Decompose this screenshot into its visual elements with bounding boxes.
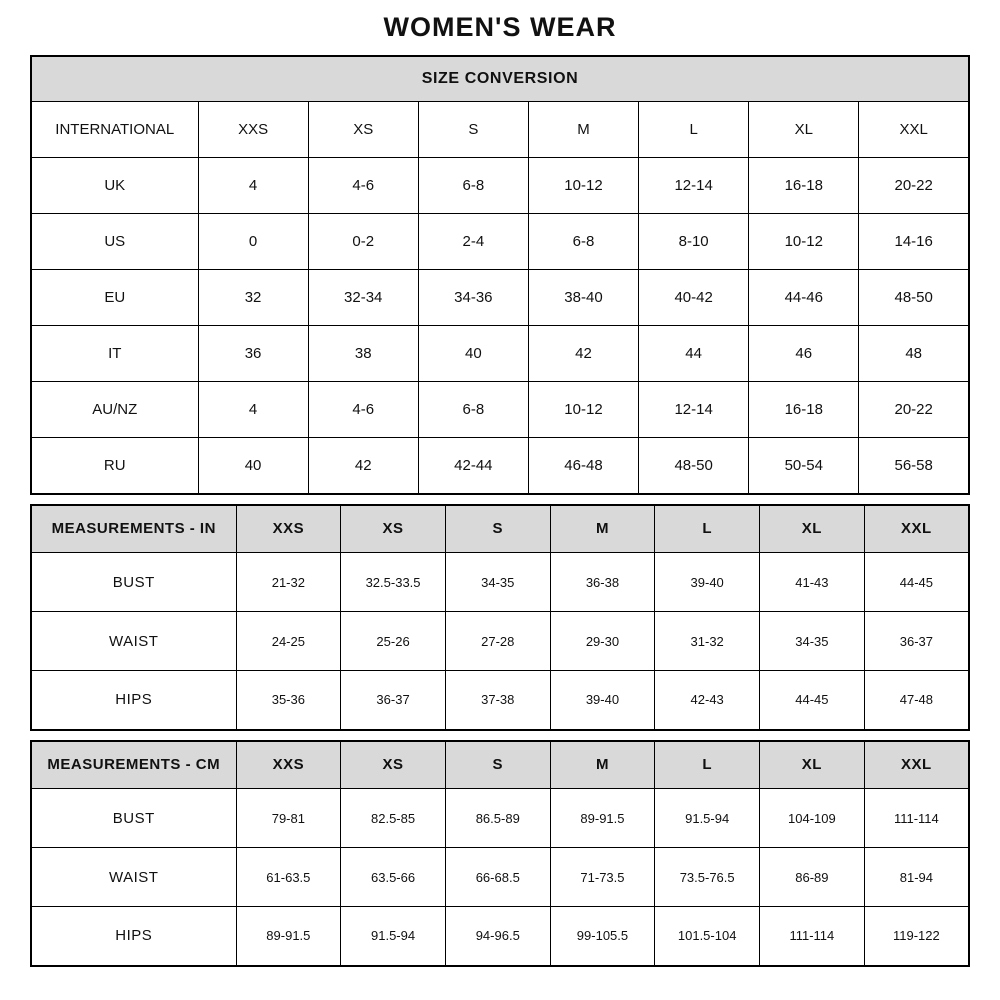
size-conversion-header-cell: S (418, 102, 528, 158)
size-conversion-row (31, 326, 969, 382)
measurements-cm-header-cell: S (445, 741, 550, 789)
measurements-in-cell: 39-40 (550, 671, 655, 730)
size-conversion-cell: 56-58 (859, 438, 969, 494)
size-conversion-cell: 40-42 (639, 270, 749, 326)
measurements-in-cell: 47-48 (864, 671, 969, 730)
measurements-in-cell: 44-45 (864, 553, 969, 612)
measurements-in-header-cell: XS (341, 505, 446, 553)
measurements-in-table (30, 504, 970, 731)
size-conversion-cell: 32-34 (308, 270, 418, 326)
size-conversion-cell: 6-8 (528, 214, 638, 270)
size-conversion-row-label: EU (31, 270, 198, 326)
measurements-in-row-label: HIPS (31, 671, 236, 730)
size-conversion-cell: 46-48 (528, 438, 638, 494)
measurements-in-header-cell: MEASUREMENTS - IN (31, 505, 236, 553)
size-conversion-header-cell: M (528, 102, 638, 158)
measurements-cm-header-cell: XXL (864, 741, 969, 789)
measurements-in-cell: 39-40 (655, 553, 760, 612)
size-conversion-table (30, 55, 970, 495)
size-conversion-cell: 40 (198, 438, 308, 494)
measurements-in-row-label: WAIST (31, 612, 236, 671)
measurements-cm-cell: 86-89 (760, 848, 865, 907)
page-title: WOMEN'S WEAR (383, 12, 617, 42)
measurements-in-cell: 36-37 (341, 671, 446, 730)
size-conversion-row-label: AU/NZ (31, 382, 198, 438)
size-conversion-cell: 10-12 (749, 214, 859, 270)
measurements-cm-cell: 101.5-104 (655, 907, 760, 966)
measurements-cm-cell: 73.5-76.5 (655, 848, 760, 907)
measurements-in-cell: 27-28 (445, 612, 550, 671)
measurements-cm-row-label: BUST (31, 789, 236, 848)
size-conversion-row (31, 158, 969, 214)
size-conversion-cell: 16-18 (749, 158, 859, 214)
size-conversion-cell: 16-18 (749, 382, 859, 438)
size-conversion-cell: 44 (639, 326, 749, 382)
measurements-in-cell: 21-32 (236, 553, 341, 612)
size-conversion-cell: 4-6 (308, 158, 418, 214)
size-conversion-title: SIZE CONVERSION (31, 56, 969, 102)
measurements-cm-cell: 81-94 (864, 848, 969, 907)
measurements-in-header-cell: XXS (236, 505, 341, 553)
size-conversion-cell: 40 (418, 326, 528, 382)
measurements-in-row (31, 612, 969, 671)
size-conversion-row-label: US (31, 214, 198, 270)
measurements-in-cell: 35-36 (236, 671, 341, 730)
measurements-in-header-cell: M (550, 505, 655, 553)
size-conversion-cell: 20-22 (859, 158, 969, 214)
size-conversion-cell: 12-14 (639, 382, 749, 438)
measurements-in-cell: 34-35 (760, 612, 865, 671)
measurements-in-cell: 41-43 (760, 553, 865, 612)
measurements-in-cell: 25-26 (341, 612, 446, 671)
size-conversion-cell: 4 (198, 158, 308, 214)
measurements-cm-cell: 94-96.5 (445, 907, 550, 966)
measurements-cm-header-cell: M (550, 741, 655, 789)
measurements-in-cell: 36-38 (550, 553, 655, 612)
measurements-in-cell: 34-35 (445, 553, 550, 612)
size-conversion-cell: 14-16 (859, 214, 969, 270)
size-conversion-header-cell: XXL (859, 102, 969, 158)
measurements-cm-header-cell: XXS (236, 741, 341, 789)
measurements-cm-cell: 111-114 (864, 789, 969, 848)
size-conversion-cell: 10-12 (528, 382, 638, 438)
size-conversion-cell: 20-22 (859, 382, 969, 438)
measurements-in-header-row (31, 505, 969, 553)
size-conversion-cell: 42 (308, 438, 418, 494)
measurements-cm-header-cell: XL (760, 741, 865, 789)
measurements-cm-cell: 99-105.5 (550, 907, 655, 966)
measurements-cm-table (30, 740, 970, 967)
measurements-in-cell: 36-37 (864, 612, 969, 671)
measurements-cm-row (31, 848, 969, 907)
measurements-in-header-cell: L (655, 505, 760, 553)
measurements-cm-header-cell: L (655, 741, 760, 789)
measurements-cm-cell: 89-91.5 (236, 907, 341, 966)
measurements-in-cell: 31-32 (655, 612, 760, 671)
size-conversion-row (31, 382, 969, 438)
measurements-cm-cell: 66-68.5 (445, 848, 550, 907)
size-conversion-cell: 4-6 (308, 382, 418, 438)
measurements-cm-header-cell: MEASUREMENTS - CM (31, 741, 236, 789)
measurements-cm-cell: 89-91.5 (550, 789, 655, 848)
size-conversion-cell: 10-12 (528, 158, 638, 214)
measurements-cm-cell: 79-81 (236, 789, 341, 848)
measurements-in-row (31, 553, 969, 612)
size-conversion-cell: 42 (528, 326, 638, 382)
measurements-cm-cell: 111-114 (760, 907, 865, 966)
measurements-cm-row (31, 907, 969, 966)
size-conversion-cell: 50-54 (749, 438, 859, 494)
measurements-in-header-cell: S (445, 505, 550, 553)
measurements-cm-row-label: HIPS (31, 907, 236, 966)
size-conversion-header-cell: L (639, 102, 749, 158)
size-conversion-title-row (31, 56, 969, 102)
size-conversion-cell: 36 (198, 326, 308, 382)
size-conversion-cell: 0 (198, 214, 308, 270)
measurements-cm-cell: 91.5-94 (341, 907, 446, 966)
size-conversion-header-cell: XXS (198, 102, 308, 158)
size-conversion-cell: 4 (198, 382, 308, 438)
size-conversion-cell: 12-14 (639, 158, 749, 214)
size-conversion-header-cell: XL (749, 102, 859, 158)
size-conversion-cell: 48-50 (639, 438, 749, 494)
measurements-cm-row-label: WAIST (31, 848, 236, 907)
size-conversion-row (31, 438, 969, 494)
size-conversion-row-label: RU (31, 438, 198, 494)
size-conversion-row-label: IT (31, 326, 198, 382)
size-conversion-header-row (31, 102, 969, 158)
size-conversion-cell: 48-50 (859, 270, 969, 326)
measurements-cm-cell: 86.5-89 (445, 789, 550, 848)
size-conversion-cell: 2-4 (418, 214, 528, 270)
measurements-cm-cell: 119-122 (864, 907, 969, 966)
size-conversion-cell: 32 (198, 270, 308, 326)
measurements-cm-header-row (31, 741, 969, 789)
size-conversion-cell: 6-8 (418, 382, 528, 438)
size-conversion-cell: 48 (859, 326, 969, 382)
size-conversion-row (31, 214, 969, 270)
size-conversion-cell: 44-46 (749, 270, 859, 326)
size-conversion-row-label: UK (31, 158, 198, 214)
measurements-cm-cell: 61-63.5 (236, 848, 341, 907)
measurements-in-row (31, 671, 969, 730)
size-conversion-cell: 46 (749, 326, 859, 382)
size-conversion-header-cell: INTERNATIONAL (31, 102, 198, 158)
size-conversion-row (31, 270, 969, 326)
measurements-in-header-cell: XXL (864, 505, 969, 553)
measurements-cm-cell: 63.5-66 (341, 848, 446, 907)
measurements-in-cell: 32.5-33.5 (341, 553, 446, 612)
measurements-cm-cell: 71-73.5 (550, 848, 655, 907)
measurements-cm-header-cell: XS (341, 741, 446, 789)
size-conversion-cell: 6-8 (418, 158, 528, 214)
size-conversion-cell: 8-10 (639, 214, 749, 270)
measurements-in-cell: 37-38 (445, 671, 550, 730)
measurements-cm-cell: 91.5-94 (655, 789, 760, 848)
measurements-in-cell: 24-25 (236, 612, 341, 671)
size-conversion-cell: 38-40 (528, 270, 638, 326)
size-conversion-cell: 42-44 (418, 438, 528, 494)
measurements-cm-cell: 104-109 (760, 789, 865, 848)
size-conversion-header-cell: XS (308, 102, 418, 158)
measurements-in-cell: 42-43 (655, 671, 760, 730)
measurements-in-cell: 29-30 (550, 612, 655, 671)
measurements-in-header-cell: XL (760, 505, 865, 553)
measurements-in-cell: 44-45 (760, 671, 865, 730)
size-conversion-cell: 0-2 (308, 214, 418, 270)
size-conversion-cell: 38 (308, 326, 418, 382)
measurements-cm-row (31, 789, 969, 848)
measurements-in-row-label: BUST (31, 553, 236, 612)
measurements-cm-cell: 82.5-85 (341, 789, 446, 848)
size-conversion-cell: 34-36 (418, 270, 528, 326)
